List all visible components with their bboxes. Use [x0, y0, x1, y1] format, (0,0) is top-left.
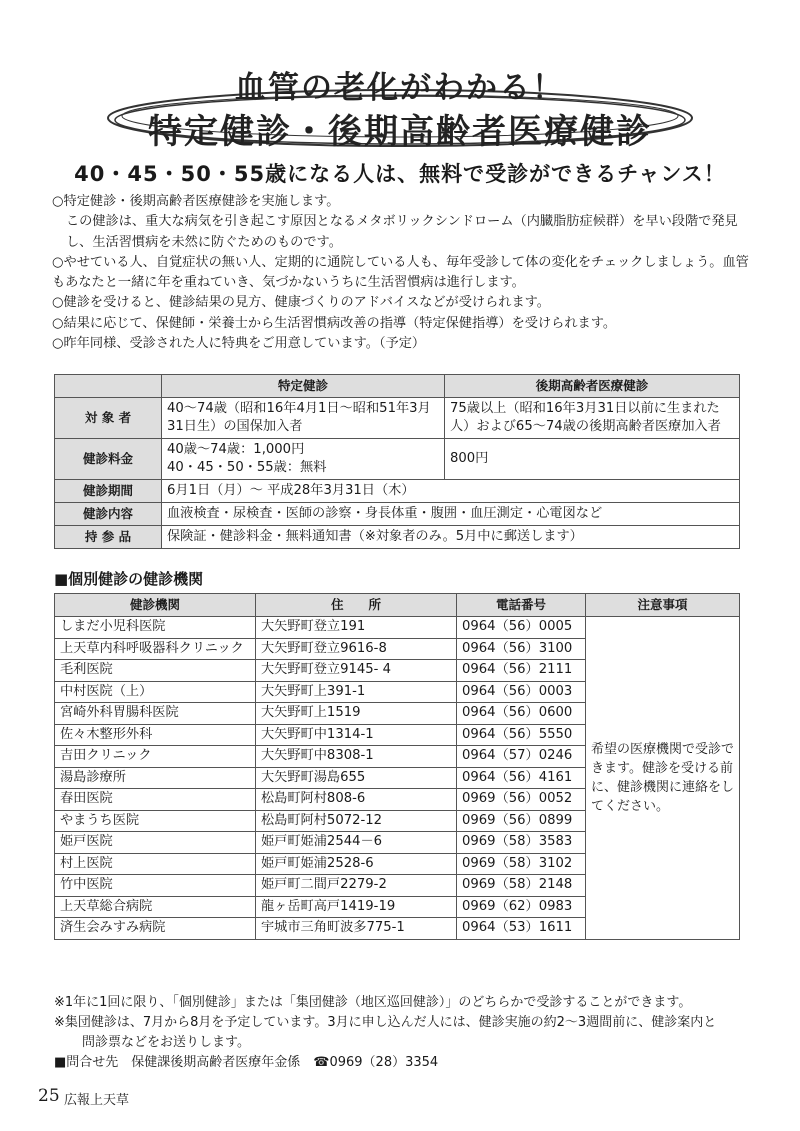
fee-line: 40歳～74歳：1,000円 — [167, 442, 305, 457]
bullet-item: ○結果に応じて、保健師・栄養士から生活習慣病改善の指導（特定保健指導）を受けられます。 — [52, 315, 617, 331]
phone-cell: 0964（56）5550 — [457, 724, 586, 746]
note-item: ※集団健診は、7月から8月を予定しています。3月に申し込んだ人には、健診実施の約2～3週間前に、健診案内と — [54, 1015, 717, 1030]
phone-cell: 0964（56）3100 — [457, 638, 586, 660]
address-cell: 大矢野町中1314-1 — [256, 724, 457, 746]
table-cell: 保険証・健診料金・無料通知書（※対象者のみ。5月中に郵送します） — [162, 526, 740, 549]
fee-line: 40・45・50・55歳：無料 — [167, 460, 327, 475]
address-cell: 大矢野町上1519 — [256, 703, 457, 725]
phone-cell: 0969（58）2148 — [457, 875, 586, 897]
table-cell — [162, 439, 445, 480]
table-cell: 40～74歳（昭和16年4月1日～昭和51年3月31日生）の国保加入者 — [162, 398, 445, 439]
table-row — [55, 617, 740, 639]
phone-cell: 0964（56）2111 — [457, 660, 586, 682]
subtitle: 40・45・50・55歳になる人は、無料で受診ができるチャンス！ — [74, 162, 726, 186]
phone-cell: 0964（56）0600 — [457, 703, 586, 725]
table-header: 注意事項 — [586, 594, 740, 617]
contact-line: ■問合せ先 保健課後期高齢者医療年金係 ☎0969（28）3354 — [54, 1055, 439, 1070]
table-header-row — [55, 375, 740, 398]
address-cell: 龍ヶ岳町高戸1419-19 — [256, 896, 457, 918]
clinic-name-cell: 中村医院（上） — [55, 681, 256, 703]
bullet-item: ○特定健診・後期高齢者医療健診を実施します。 — [52, 194, 340, 209]
bullet-item: ○やせている人、自覚症状の無い人、定期的に通院している人も、毎年受診して体の変化をチェックしましょう。血管もあなたと一緒に年を重ねていき、気づかないうちに生活習慣病は進行します。 — [52, 254, 749, 291]
section-title: ■個別健診の健診機関 — [54, 570, 204, 588]
address-cell: 宇城市三角町波多775-1 — [256, 918, 457, 940]
clinic-name-cell: 春田医院 — [55, 789, 256, 811]
title-line-2: 特定健診・後期高齢者医療健診 — [148, 112, 652, 152]
row-label: 健診内容 — [55, 503, 162, 526]
phone-cell: 0969（56）0899 — [457, 810, 586, 832]
table-header: 電話番号 — [457, 594, 586, 617]
clinic-name-cell: やまうち医院 — [55, 810, 256, 832]
clinic-name-cell: 済生会みすみ病院 — [55, 918, 256, 940]
table-header: 健診機関 — [55, 594, 256, 617]
row-label: 対 象 者 — [55, 398, 162, 439]
table-cell: 75歳以上（昭和16年3月31日以前に生まれた人）および65～74歳の後期高齢者医療加入者 — [445, 398, 740, 439]
table-row — [55, 480, 740, 503]
table-row — [55, 503, 740, 526]
title-line-1: 血管の老化がわかる！ — [235, 70, 565, 106]
clinic-name-cell: 吉田クリニック — [55, 746, 256, 768]
clinic-name-cell: 湯島診療所 — [55, 767, 256, 789]
clinic-name-cell: 姫戸医院 — [55, 832, 256, 854]
table-row — [55, 526, 740, 549]
clinic-name-cell: 村上医院 — [55, 853, 256, 875]
table-header: 住 所 — [256, 594, 457, 617]
phone-cell: 0969（56）0052 — [457, 789, 586, 811]
clinic-name-cell: しまだ小児科医院 — [55, 617, 256, 639]
phone-cell: 0964（57）0246 — [457, 746, 586, 768]
notes — [54, 993, 754, 1073]
address-cell: 松島町阿村808-6 — [256, 789, 457, 811]
table-cell: 血液検査・尿検査・医師の診察・身長体重・腹囲・血圧測定・心電図など — [162, 503, 740, 526]
row-label: 健診期間 — [55, 480, 162, 503]
remark-cell: 希望の医療機関で受診できます。健診を受ける前に、健診機関に連絡をしてください。 — [586, 617, 740, 940]
table-header — [55, 375, 162, 398]
row-label: 持 参 品 — [55, 526, 162, 549]
note-item: 問診票などをお送りします。 — [82, 1035, 250, 1050]
note-item: ※1年に1回に限り、「個別健診」または「集団健診（地区巡回健診）」のどちらかで受診することができます。 — [54, 995, 692, 1010]
phone-cell: 0969（58）3102 — [457, 853, 586, 875]
address-cell: 姫戸町姫浦2528-6 — [256, 853, 457, 875]
phone-cell: 0964（56）0005 — [457, 617, 586, 639]
address-cell: 姫戸町二間戸2279-2 — [256, 875, 457, 897]
phone-cell: 0964（56）4161 — [457, 767, 586, 789]
address-cell: 大矢野町登立191 — [256, 617, 457, 639]
address-cell: 大矢野町中8308-1 — [256, 746, 457, 768]
clinic-name-cell: 竹中医院 — [55, 875, 256, 897]
phone-cell: 0964（53）1611 — [457, 918, 586, 940]
table-row — [55, 439, 740, 480]
address-cell: 大矢野町登立9616-8 — [256, 638, 457, 660]
bullet-item: この健診は、重大な病気を引き起こす原因となるメタボリックシンドローム（内臓脂肪症候群）を早い段階で発見し、生活習慣病を未然に防ぐためのものです。 — [66, 214, 738, 250]
address-cell: 大矢野町登立9145- 4 — [256, 660, 457, 682]
address-cell: 大矢野町上391-1 — [256, 681, 457, 703]
table-header: 後期高齢者医療健診 — [445, 375, 740, 398]
bullet-item: ○健診を受けると、健診結果の見方、健康づくりのアドバイスなどが受けられます。 — [52, 295, 550, 311]
table-cell: 800円 — [445, 439, 740, 480]
clinic-name-cell: 佐々木整形外科 — [55, 724, 256, 746]
clinic-name-cell: 上天草内科呼吸器科クリニック — [55, 638, 256, 660]
intro-bullets — [52, 192, 752, 354]
phone-cell: 0969（58）3583 — [457, 832, 586, 854]
clinic-name-cell: 毛利医院 — [55, 660, 256, 682]
bullet-item: ○昨年同様、受診された人に特典をご用意しています。（予定） — [52, 336, 426, 352]
table-row — [55, 398, 740, 439]
publication-name: 広報上天草 — [64, 1093, 130, 1108]
page-number: 25 — [38, 1086, 60, 1106]
phone-cell: 0969（62）0983 — [457, 896, 586, 918]
row-label: 健診料金 — [55, 439, 162, 480]
address-cell: 松島町阿村5072-12 — [256, 810, 457, 832]
table-header-row — [55, 594, 740, 617]
address-cell: 大矢野町湯島655 — [256, 767, 457, 789]
clinic-table — [54, 593, 740, 940]
address-cell: 姫戸町姫浦2544－6 — [256, 832, 457, 854]
summary-table — [54, 374, 740, 549]
table-header: 特定健診 — [162, 375, 445, 398]
clinic-name-cell: 上天草総合病院 — [55, 896, 256, 918]
clinic-name-cell: 宮崎外科胃腸科医院 — [55, 703, 256, 725]
phone-cell: 0964（56）0003 — [457, 681, 586, 703]
table-cell: 6月1日（月）～ 平成28年3月31日（木） — [162, 480, 740, 503]
